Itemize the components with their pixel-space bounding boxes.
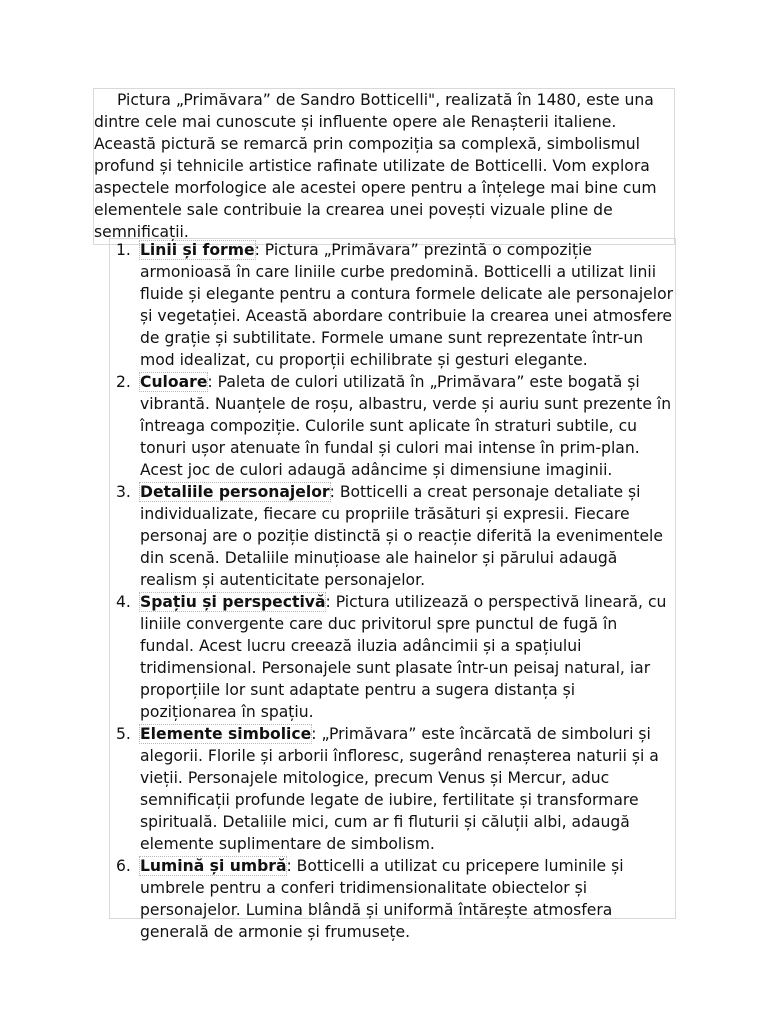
list-item	[110, 855, 675, 943]
list-item-term: Linii și forme	[140, 241, 255, 259]
aspects-list	[110, 239, 675, 943]
list-item-text: : „Primăvara” este încărcată de simboluri și alegorii. Florile și arborii înfloresc, sugerând renașterea naturii și a vieții. Personajele mitologice, precum Venus și Mercur, aduc semnificații profunde legate de iubire, fertilitate și transformare spirituală. Detaliile mici, cum ar fi fluturii și căluții albi, adaugă elemente suplimentare de simbolism.	[140, 725, 659, 853]
aspects-list-box	[109, 238, 676, 941]
list-item-term: Detaliile personajelor	[140, 483, 330, 501]
list-item	[110, 481, 675, 591]
list-item-number: 1.	[116, 241, 131, 259]
list-item-number: 2.	[116, 373, 131, 391]
list-item-number: 6.	[116, 857, 131, 875]
list-item-term: Elemente simbolice	[140, 725, 312, 743]
list-item-term: Lumină și umbră	[140, 857, 287, 875]
intro-paragraph: Pictura „Primăvara” de Sandro Botticelli", realizată în 1480, este una dintre cele mai cunoscute și influente opere ale Renașterii italiene. Această pictură se remarcă prin compoziția sa complexă, simbolismul profund și tehnicile artistice rafinate utilizate de Botticelli. Vom explora aspectele morfologice ale acestei opere pentru a înțelege mai bine cum elementele sale contribuie la crearea unei povești vizuale pline de semnificații.	[94, 91, 657, 241]
list-item-text: : Botticelli a creat personaje detaliate și individualizate, fiecare cu propriile trăsături și expresii. Fiecare personaj are o poziție distinctă și o reacție diferită la evenimentele din scenă. Detaliile minuțioase ale hainelor și părului adaugă realism și autenticitate personajelor.	[140, 483, 663, 589]
list-item-text: : Botticelli a utilizat cu pricepere luminile și umbrele pentru a conferi tridimensionalitate obiectelor și personajelor. Lumina blândă și uniformă întărește atmosfera generală de armonie și frumusețe.	[140, 857, 624, 941]
intro-paragraph-box	[93, 88, 675, 245]
list-item-text: : Pictura utilizează o perspectivă lineară, cu liniile convergente care duc privitorul spre punctul de fugă în fundal. Acest lucru creează iluzia adâncimii și a spațiului tridimensional. Personajele sunt plasate într-un peisaj natural, iar proporțiile lor sunt adaptate pentru a sugera distanța și poziționarea în spațiu.	[140, 593, 667, 721]
list-item	[110, 371, 675, 481]
list-item-term: Culoare	[140, 373, 208, 391]
list-item-number: 4.	[116, 593, 131, 611]
list-item	[110, 723, 675, 855]
list-item-number: 3.	[116, 483, 131, 501]
list-item-text: : Pictura „Primăvara” prezintă o compoziție armonioasă în care liniile curbe predomină. Botticelli a utilizat linii fluide și elegante pentru a contura formele delicate ale personajelor și vegetației. Această abordare contribuie la crearea unei atmosfere de grație și subtilitate. Formele umane sunt reprezentate într-un mod idealizat, cu proporții echilibrate și gesturi elegante.	[140, 241, 674, 369]
list-item	[110, 591, 675, 723]
list-item	[110, 239, 675, 371]
list-item-number: 5.	[116, 725, 131, 743]
list-item-term: Spațiu și perspectivă	[140, 593, 326, 611]
list-item-text: : Paleta de culori utilizată în „Primăvara” este bogată și vibrantă. Nuanțele de roșu, albastru, verde și auriu sunt prezente în întreaga compoziție. Culorile sunt aplicate în straturi subtile, cu tonuri ușor atenuate în fundal și culori mai intense în prim-plan. Acest joc de culori adaugă adâncime și dimensiune imaginii.	[140, 373, 672, 479]
